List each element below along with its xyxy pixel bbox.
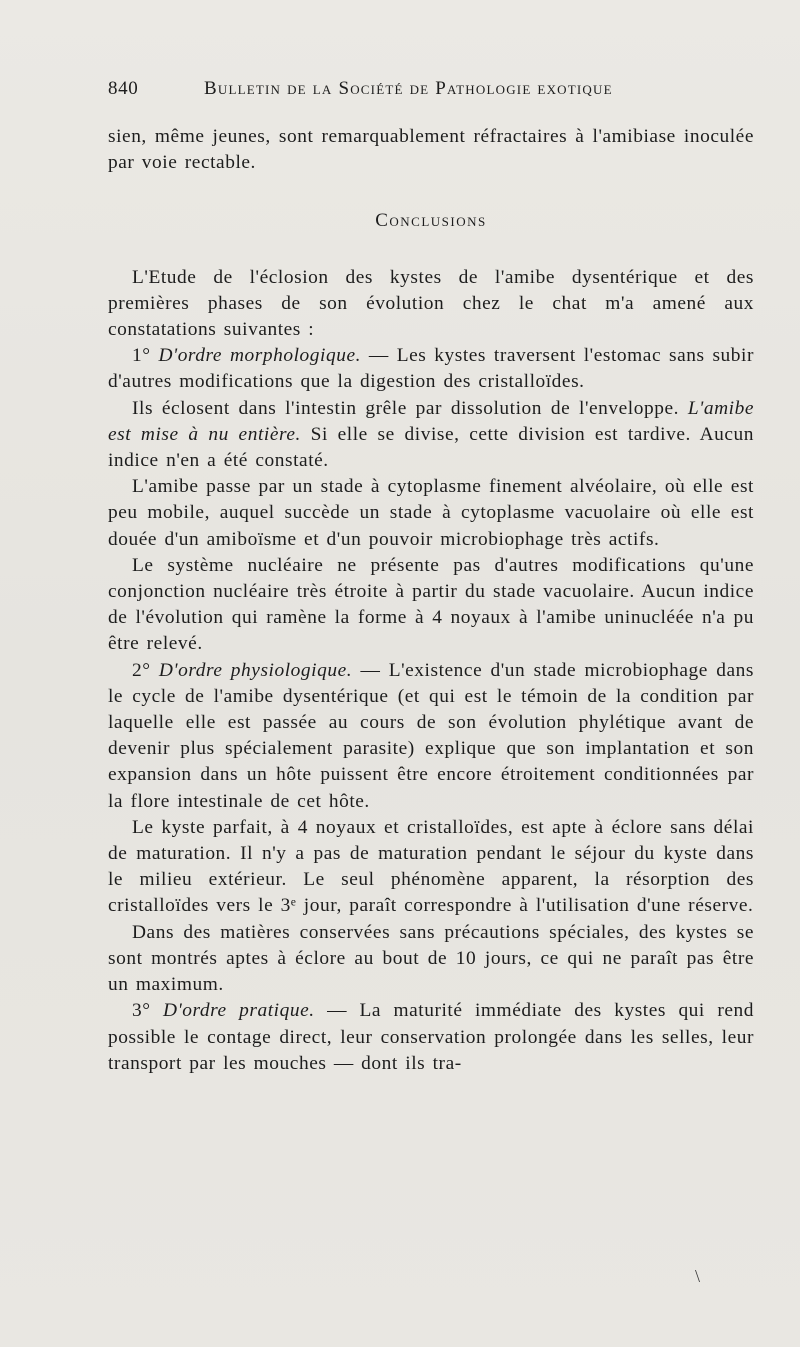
page-header [108, 78, 752, 104]
paragraph-text: Ils éclosent dans l'intestin grêle par dissolution de l'enveloppe. [132, 397, 688, 419]
paragraph-conservation: Dans des matières conservées sans précautions spéciales, des kystes se sont montrés aptes à éclore au bout de 10 jours, ce qui ne paraît pas être un maximum. [108, 921, 754, 996]
item-number: 2° [132, 659, 159, 681]
paragraph-text: — La maturité immédiate des kystes qui rend possible le contage direct, leur conservation prolongée dans les selles, leur transport par les mouches — dont ils tra- [108, 1000, 754, 1074]
item-number: 3° [132, 1000, 164, 1022]
paragraph-cyst: Le kyste parfait, à 4 noyaux et cristalloïdes, est apte à éclore sans délai de maturation. Il n'y a pas de maturation pendant le séjour du kyste dans le milieu extérieur. Le seul phénomène apparent, la résorption des cristalloïdes vers le 3ᵉ jour, paraît correspondre à l'utilisation d'une réserve. [108, 816, 754, 917]
paragraph-continuation: sien, même jeunes, sont remarquablement réfractaires à l'amibiase inoculée par voie rectable. [108, 126, 754, 174]
page-number: 840 [108, 78, 139, 99]
item-number: 1° [132, 345, 159, 367]
paragraph-hatching [108, 396, 754, 475]
paragraph-nuclear: Le système nucléaire ne présente pas d'autres modifications qu'une conjonction nucléaire très étroite à partir du stade vacuolaire. Aucun indice de l'évolution qui ramène la forme à 4 noyaux à l'amibe uninucléée n'a pu être relevé. [108, 554, 754, 655]
paragraph-physiological [108, 658, 754, 815]
paragraph-text: — L'existence d'un stade microbiophage dans le cycle de l'amibe dysentérique (et qui est le témoin de la condition par laquelle elle est passée au cours de son évolution phylétique avant de devenir plus spécialement parasite) explique que son implantation et son expansion dans un hôte puissent être encore étroitement conditionnées par la flore intestinale de cet hôte. [108, 659, 754, 812]
section-title: Conclusions [375, 210, 487, 232]
item-heading: D'ordre pratique. [163, 1000, 315, 1022]
paragraph-morphological [108, 343, 754, 395]
paragraph-stages: L'amibe passe par un stade à cytoplasme finement alvéolaire, où elle est peu mobile, auquel succède un stade à cytoplasme vacuolaire où elle est douée d'un amiboïsme et d'un pouvoir microbiophage très actifs. [108, 476, 754, 550]
stray-mark: \ [695, 1266, 701, 1286]
item-heading: D'ordre morphologique. [158, 345, 362, 367]
paragraph-practical [108, 998, 754, 1077]
item-heading: D'ordre physiologique. [158, 659, 353, 681]
paragraph-text: — Les kystes traversent l'estomac sans subir d'autres modifications que la digestion des cristalloïdes. [108, 345, 754, 393]
body-text [108, 124, 754, 1077]
paragraph-intro: L'Etude de l'éclosion des kystes de l'amibe dysentérique et des premières phases de son évolution chez le chat m'a amené aux constatations suivantes : [108, 266, 754, 341]
paragraph-text: Si elle se divise, cette division est tardive. Aucun indice n'en a été constaté. [108, 423, 755, 472]
running-title: Bulletin de la Société de Pathologie exotique [204, 78, 613, 99]
italic-phrase: L'amibe est mise à nu entière. [108, 397, 754, 445]
